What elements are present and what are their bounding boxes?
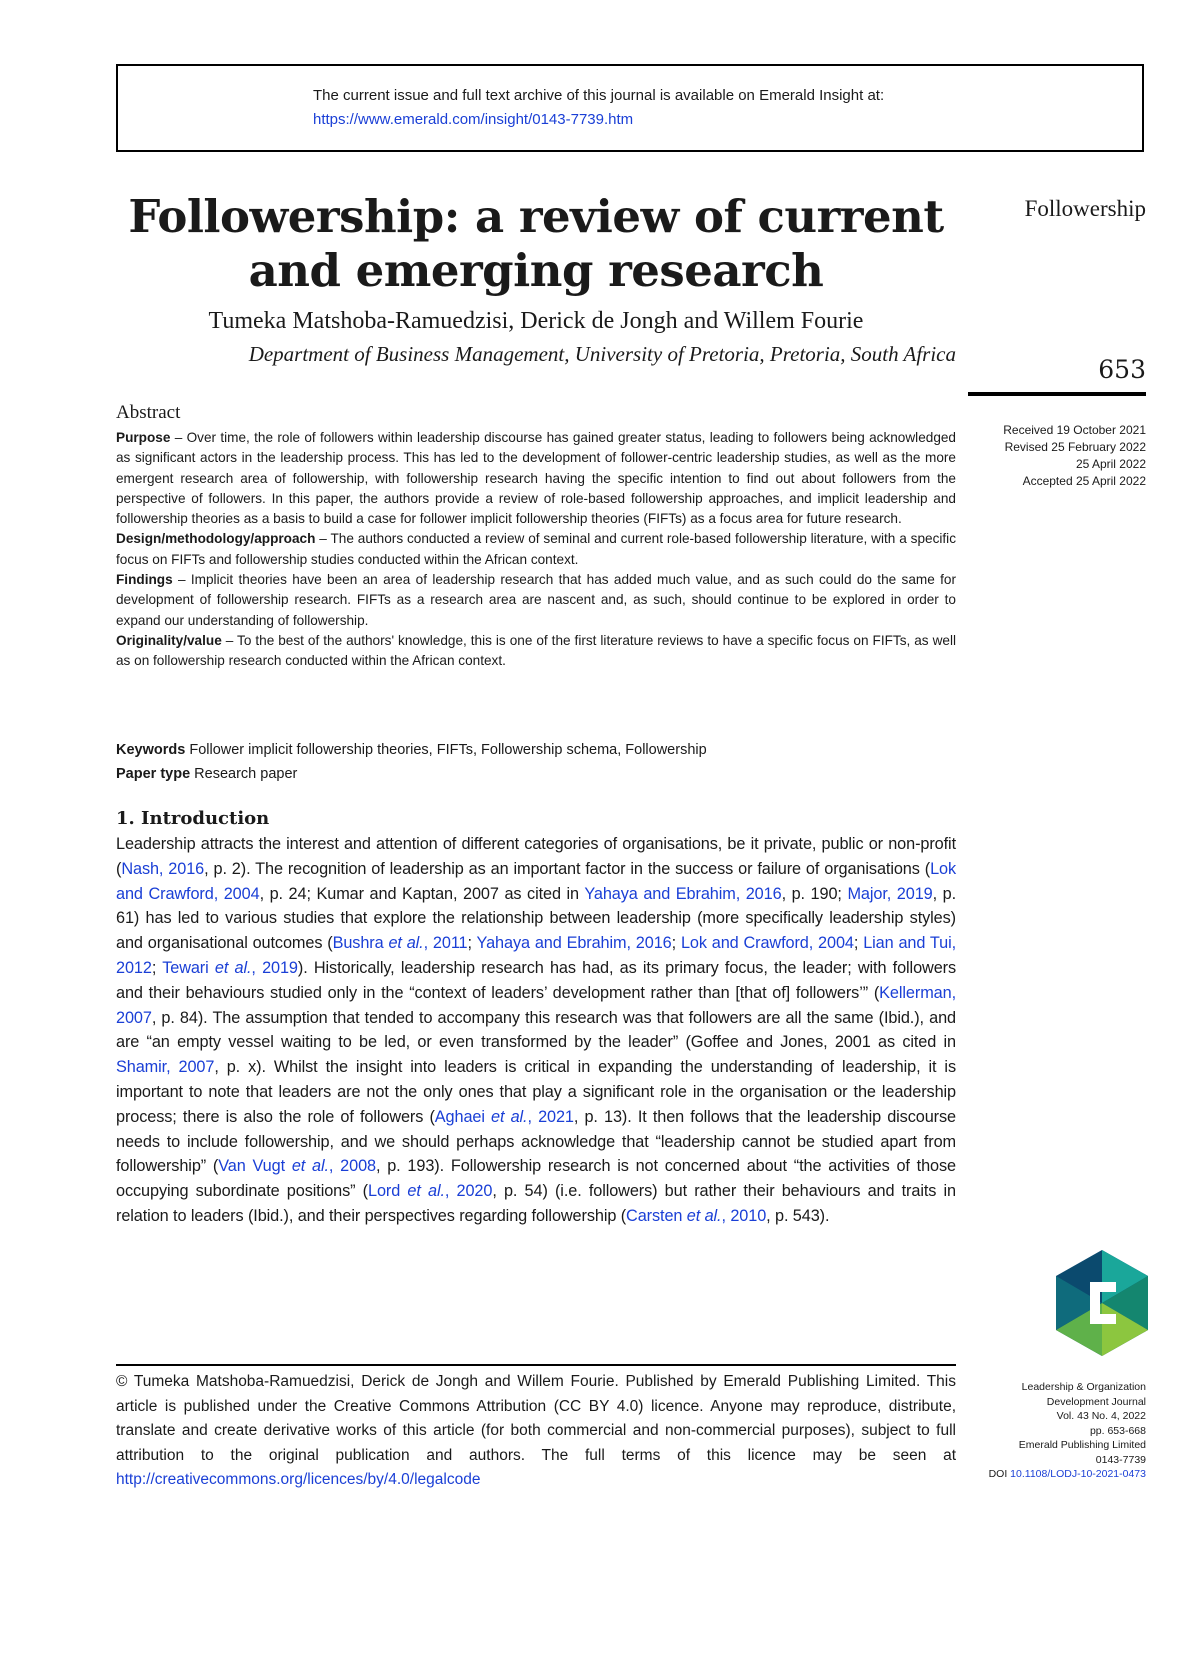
journal-pages: pp. 653-668 bbox=[1089, 1424, 1146, 1437]
paper-type-text: Research paper bbox=[190, 766, 298, 782]
paper-type bbox=[116, 766, 956, 782]
citation-link[interactable]: Kellerman, 2007 bbox=[116, 983, 956, 1027]
abstract-originality bbox=[116, 631, 956, 672]
title-line-1: Followership: a review of current bbox=[128, 190, 944, 243]
body-text: , p. 61) has led to various studies that explore the relationship between leadership (more specifically leadership styles) and organisational outcomes ( bbox=[116, 884, 957, 953]
citation-link[interactable]: Aghaei et al., 2021 bbox=[434, 1107, 574, 1126]
paper-type-label: Paper type bbox=[116, 766, 191, 782]
notice-text: The current issue and full text archive of this journal is available on Emerald Insight at: bbox=[313, 87, 885, 104]
affiliation: Department of Business Management, University of Pretoria, Pretoria, South Africa bbox=[248, 342, 956, 366]
copyright-text: © Tumeka Matshoba-Ramuedzisi, Derick de Jongh and Willem Fourie. Published by Emerald Publishing Limited. This article is published under the Creative Commons Attribution (CC BY 4.0) licence. Anyone may reproduce, distribute, translate and create derivative works of this article (for both commercial and non-commercial purposes), subject to full attribution to the original publication and authors. The full terms of this licence may be seen at bbox=[116, 1373, 956, 1464]
journal-name: Leadership & Organization bbox=[1021, 1381, 1146, 1393]
doi-link[interactable]: 10.1108/LODJ-10-2021-0473 bbox=[1010, 1468, 1146, 1480]
footer-divider bbox=[116, 1364, 956, 1366]
journal-notice-box bbox=[116, 64, 1144, 152]
publisher: Emerald Publishing Limited bbox=[1018, 1439, 1146, 1451]
keywords bbox=[116, 742, 956, 758]
body-text: , p. 54) (i.e. followers) but rather their behaviours and traits in relation to leaders (Ibid.), and their perspectives regarding followership ( bbox=[116, 1182, 956, 1225]
body-text: , p. 2). The recognition of leadership as an important factor in the success or failure of organisations ( bbox=[204, 859, 931, 878]
citation-link[interactable]: Tewari et al., 2019 bbox=[162, 958, 298, 977]
body-text: , p. x). Whilst the insight into leaders is critical in expanding the understanding of leadership, it is important to note that leaders are not the only ones that play a significant role in the organisation or the leadership process; there is also the role of followers ( bbox=[116, 1058, 956, 1126]
page-number: 653 bbox=[1098, 355, 1146, 384]
citation-link[interactable]: Van Vugt et al., 2008 bbox=[218, 1157, 376, 1176]
findings-label: Findings bbox=[116, 572, 173, 588]
design-text: – The authors conducted a review of seminal and current role-based followership literature, with a specific focus on FIFTs and followership studies conducted within the African context. bbox=[116, 531, 956, 567]
citation-link[interactable]: Lian and Tui, 2012 bbox=[116, 934, 957, 977]
originality-text: – To the best of the authors' knowledge, this is one of the first literature reviews to have a specific focus on FIFTs, as well as on followership research conducted within the African context. bbox=[116, 632, 956, 669]
issn: 0143-7739 bbox=[1095, 1453, 1146, 1466]
abstract-design bbox=[116, 529, 956, 570]
body-text: Leadership attracts the interest and attention of different categories of organisations, be it private, public or non-profit ( bbox=[116, 835, 956, 878]
article-history bbox=[960, 422, 1146, 490]
journal-volume: Vol. 43 No. 4, 2022 bbox=[1056, 1410, 1146, 1422]
history-revised: Revised 25 February 2022 bbox=[1004, 440, 1146, 454]
introduction-paragraph bbox=[116, 832, 956, 1229]
findings-text: – Implicit theories have been an area of leadership research that has added much value, and as such could do the same for development of followership research. FIFTs as a research area are nascent and, as such, should continue to be explored in order to expand our understanding of followership. bbox=[116, 572, 956, 628]
citation-link[interactable]: Yahaya and Ebrahim, 2016 bbox=[476, 934, 672, 953]
abstract-heading: Abstract bbox=[116, 402, 181, 423]
title-line-2: and emerging research bbox=[248, 244, 824, 297]
purpose-label: Purpose bbox=[116, 430, 171, 445]
body-text: , p. 190; bbox=[781, 884, 848, 903]
doi: DOI 10.1108/LODJ-10-2021-0473 bbox=[988, 1468, 1146, 1480]
margin-divider bbox=[968, 392, 1146, 396]
citation-link[interactable]: Carsten et al., 2010 bbox=[626, 1206, 767, 1225]
running-head: Followership bbox=[1024, 196, 1146, 221]
body-text: , p. 84). The assumption that tended to accompany this research was that followers are all the same (Ibid.), and are “an empty vessel waiting to be led, or even transformed by the leader” (Goffee and Jones, 2001 as cited in bbox=[116, 1008, 956, 1052]
purpose-text: – Over time, the role of followers within leadership discourse has gained greater status, leading to followers being acknowledged as significant actors in the leadership process. This has led to the development of follower-centric leadership studies, as well as the more emergent research area of followership, with followership research having the specific intention to find out about followers from the perspective of followers. In this paper, the authors provide a review of role-based followership approaches, and implicit leadership and followership theories as a basis to build a case for follower implicit followership theories (FIFTs) as a focus area for future research. bbox=[116, 430, 956, 527]
article-title bbox=[116, 190, 956, 298]
citation-link[interactable]: Yahaya and Ebrahim, 2016 bbox=[584, 884, 782, 903]
design-label: Design/methodology/approach bbox=[116, 531, 316, 547]
keywords-label: Keywords bbox=[116, 742, 186, 758]
citation-link[interactable]: Nash, 2016 bbox=[121, 859, 205, 878]
body-text: ; bbox=[853, 934, 864, 953]
journal-url-link[interactable]: https://www.emerald.com/insight/0143-7739.htm bbox=[313, 111, 634, 128]
journal-name-2: Development Journal bbox=[1046, 1395, 1146, 1408]
abstract-purpose bbox=[116, 428, 956, 529]
citation-link[interactable]: Major, 2019 bbox=[847, 884, 933, 903]
citation-link[interactable]: Shamir, 2007 bbox=[116, 1058, 215, 1077]
body-text: , p. 193). Followership research is not concerned about “the activities of those occupying subordinate positions” ( bbox=[116, 1157, 956, 1201]
abstract-body bbox=[116, 428, 956, 672]
emerald-logo-icon bbox=[1054, 1248, 1150, 1358]
citation-link[interactable]: Lok and Crawford, 2004 bbox=[680, 934, 854, 953]
history-received: Received 19 October 2021 bbox=[1003, 423, 1146, 437]
body-text: ; bbox=[151, 958, 163, 977]
abstract-findings bbox=[116, 570, 956, 631]
license-link[interactable]: http://creativecommons.org/licences/by/4.0/legalcode bbox=[116, 1471, 481, 1488]
section-heading-introduction: 1. Introduction bbox=[116, 808, 270, 829]
originality-label: Originality/value bbox=[116, 632, 222, 648]
journal-info bbox=[960, 1380, 1146, 1482]
body-text: , p. 24; Kumar and Kaptan, 2007 as cited in bbox=[259, 884, 585, 903]
body-text: , p. 543). bbox=[766, 1206, 830, 1225]
body-text: ; bbox=[467, 934, 477, 953]
body-text: , p. 13). It then follows that the leadership discourse needs to include followership, and we should perhaps acknowledge that “leadership cannot be studied apart from followership” ( bbox=[116, 1107, 956, 1176]
keywords-text: Follower implicit followership theories, FIFTs, Followership schema, Followership bbox=[185, 742, 707, 758]
citation-link[interactable]: Bushra et al., 2011 bbox=[332, 934, 468, 953]
author-list: Tumeka Matshoba-Ramuedzisi, Derick de Jongh and Willem Fourie bbox=[208, 308, 864, 334]
history-revised-2: 25 April 2022 bbox=[1075, 457, 1146, 471]
body-text: ). Historically, leadership research has had, as its primary focus, the leader; with followers and their behaviours studied only in the “context of leaders’ development rather than [that of] followers’” ( bbox=[116, 958, 957, 1002]
citation-link[interactable]: Lord et al., 2020 bbox=[368, 1182, 493, 1201]
body-text: ; bbox=[671, 934, 681, 953]
copyright-notice bbox=[116, 1370, 956, 1493]
citation-link[interactable]: Lok and Crawford, 2004 bbox=[116, 859, 957, 903]
history-accepted: Accepted 25 April 2022 bbox=[1022, 474, 1146, 488]
